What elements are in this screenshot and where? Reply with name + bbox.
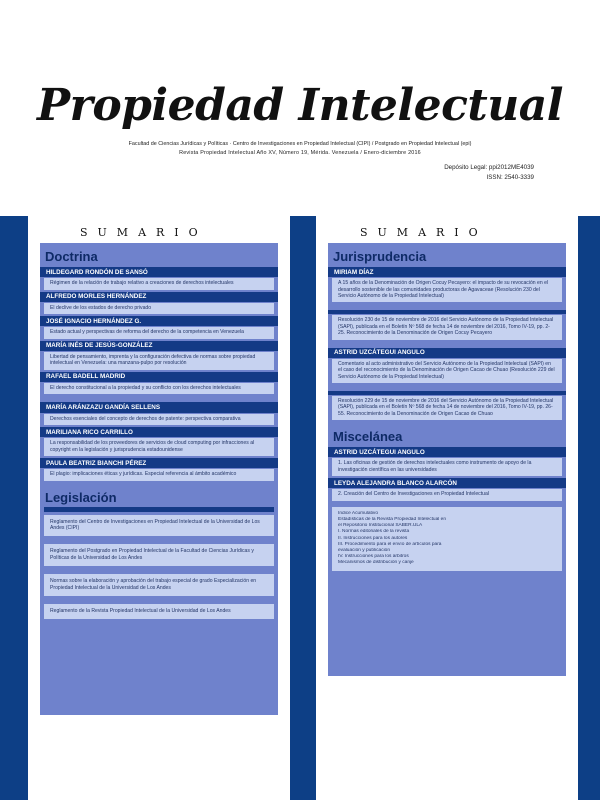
list-item: Índice Acumulativo <box>338 510 378 516</box>
list-item: II. Instrucciones para los autores <box>338 535 408 541</box>
list-item: evaluación y publicación <box>338 548 390 554</box>
article-entry: Libertad de pensamiento, imprenta y la configuración defectiva de normas sobre propiedad intelectual en Venezuela: una manzana-pulpo por resolución <box>44 352 274 370</box>
list-item: Estadísticas de la Revista Propiedad Intelectual en <box>338 517 446 523</box>
author-bar: ASTRID UZCÁTEGUI ANGULO <box>328 447 566 457</box>
section-title-legislacion: Legislación <box>45 489 117 505</box>
sumario-heading-left: SUMARIO <box>80 226 208 239</box>
issn: ISSN: 2540-3339 <box>486 174 534 181</box>
author-bar: MARÍA ARÁNZAZU GANDÍA SELLENS <box>40 402 278 412</box>
article-entry: Resolución 229 de 15 de noviembre de 2016 del Servicio Autónomo de la Propiedad Intelectual (SAPI), publicada en el Boletín Nº 568 de fecha 14 de noviembre del 2016, Tomo IV-19, pp. 26-55. Reconocimiento de la Denominación de Origen Cacao de Chuao <box>332 396 562 420</box>
article-entry: Estado actual y perspectivas de reforma del derecho de la competencia en Venezuela <box>44 327 274 338</box>
author-bar: PAULA BEATRIZ BIANCHI PÉREZ <box>40 458 278 468</box>
article-entry: A 15 años de la Denominación de Origen Cocuy Pecayero: el impacto de su revocación en el desarrollo sostenible de las comunidades productoras de Agavaceae (Resolución 230 del Servicio Autónomo de la Propiedad Intelectual) <box>332 278 562 302</box>
journal-title: Propiedad Intelectual <box>37 80 563 131</box>
author-bar <box>328 391 566 395</box>
section-title-doctrina: Doctrina <box>45 249 98 264</box>
section-bar <box>44 507 274 512</box>
legislation-entry: Normas sobre la elaboración y aprobación del trabajo especial de grado Especialización en Propiedad Intelectual de la Universidad de Los Andes <box>44 574 274 596</box>
list-item: III. Procedimiento para el envío de artículos para <box>338 541 442 547</box>
article-entry: Comentario al acto administrativo del Servicio Autónomo de la Propiedad Intelectual (SAPI) en el caso del reconocimiento de la Denominación de Origen Cacao de Chuao (Resolución 229 del Servicio Autónomo de la Propiedad Intelectual) <box>332 359 562 383</box>
left-contents-column <box>40 243 278 715</box>
author-bar: HILDEGARD RONDÓN DE SANSÓ <box>40 267 278 277</box>
sumario-heading-right: SUMARIO <box>360 226 488 239</box>
author-bar: MIRIAM DÍAZ <box>328 267 566 277</box>
article-entry: El plagio: implicaciones éticas y jurídicas. Especial referencia al ámbito académico <box>44 469 274 480</box>
deposito-legal: Depósito Legal: ppi2012ME4039 <box>444 164 534 171</box>
author-bar: LEYDA ALEJANDRA BLANCO ALARCÓN <box>328 478 566 488</box>
article-entry: Derechos esenciales del concepto de derechos de patente: perspectiva comparativa <box>44 414 274 425</box>
list-item: I. Normas editoriales de la revista <box>338 529 410 535</box>
legislation-entry: Reglamento de la Revista Propiedad Intelectual de la Universidad de Los Andes <box>44 604 274 619</box>
author-bar: MARILIANA RICO CARRILLO <box>40 427 278 437</box>
article-entry: El declive de los estados de derecho privado <box>44 303 274 314</box>
section-title-miscelanea: Miscelánea <box>333 429 403 445</box>
author-bar: MARÍA INÉS DE JESÚS-GONZÁLEZ <box>40 341 278 351</box>
article-entry: Resolución 230 de 15 de noviembre de 2016 del Servicio Autónomo de la Propiedad Intelectual (SAPI), publicada en el Boletín Nº 568 de fecha 14 de noviembre del 2016, Tomo IV-19, pp. 2-25. Reconocimiento de la Denominación de Origen Cocuy Pecayero <box>332 315 562 339</box>
author-bar: ALFREDO MORLES HERNÁNDEZ <box>40 292 278 302</box>
list-item: el Repositorio Institucional SABER.ULA <box>338 523 423 529</box>
section-title-jurisprudencia: Jurisprudencia <box>333 249 427 264</box>
article-entry: La responsabilidad de los proveedores de servicios de cloud computing por infracciones al copyright en la legislación y jurisprudencia estadounidense <box>44 438 274 456</box>
author-bar: RAFAEL BADELL MADRID <box>40 372 278 382</box>
author-bar: JOSÉ IGNACIO HERNÁNDEZ G. <box>40 316 278 326</box>
article-entry: Régimen de la relación de trabajo relativo a creaciones de derechos intelectuales <box>44 278 274 289</box>
legislation-entry: Reglamento del Postgrado en Propiedad Intelectual de la Facultad de Ciencias Jurídicas y Políticas de la Universidad de Los Andes <box>44 544 274 566</box>
article-entry: 2. Creación del Centro de Investigaciones en Propiedad Intelectual <box>332 489 562 500</box>
institution-line: Facultad de Ciencias Jurídicas y Políticas · Centro de Investigaciones en Propiedad Intelectual (CIPI) / Postgrado en Propiedad Intelectual (epi) <box>128 141 472 147</box>
right-contents-column <box>328 243 566 676</box>
legislation-entry: Reglamento del Centro de Investigaciones en Propiedad Intelectual de la Universidad de Los Andes (CIPI) <box>44 515 274 537</box>
misc-index-list <box>332 507 562 571</box>
issue-line: Revista Propiedad Intelectual Año XV, Número 19, Mérida. Venezuela / Enero-diciembre 2016 <box>179 150 421 156</box>
article-entry: 1. Las oficinas de gestión de derechos intelectuales como instrumento de apoyo de la investigación científica en las universidades <box>332 458 562 476</box>
list-item: Mecanismos de distribución y canje <box>338 560 414 566</box>
list-item: IV. Instrucciones para los árbitros <box>338 554 409 560</box>
author-bar: ASTRID UZCÁTEGUI ANGULO <box>328 348 566 358</box>
article-entry: El derecho constitucional a la propiedad y su conflicto con los derechos intelectuales <box>44 383 274 394</box>
legal-info <box>444 163 534 183</box>
author-bar <box>328 310 566 314</box>
